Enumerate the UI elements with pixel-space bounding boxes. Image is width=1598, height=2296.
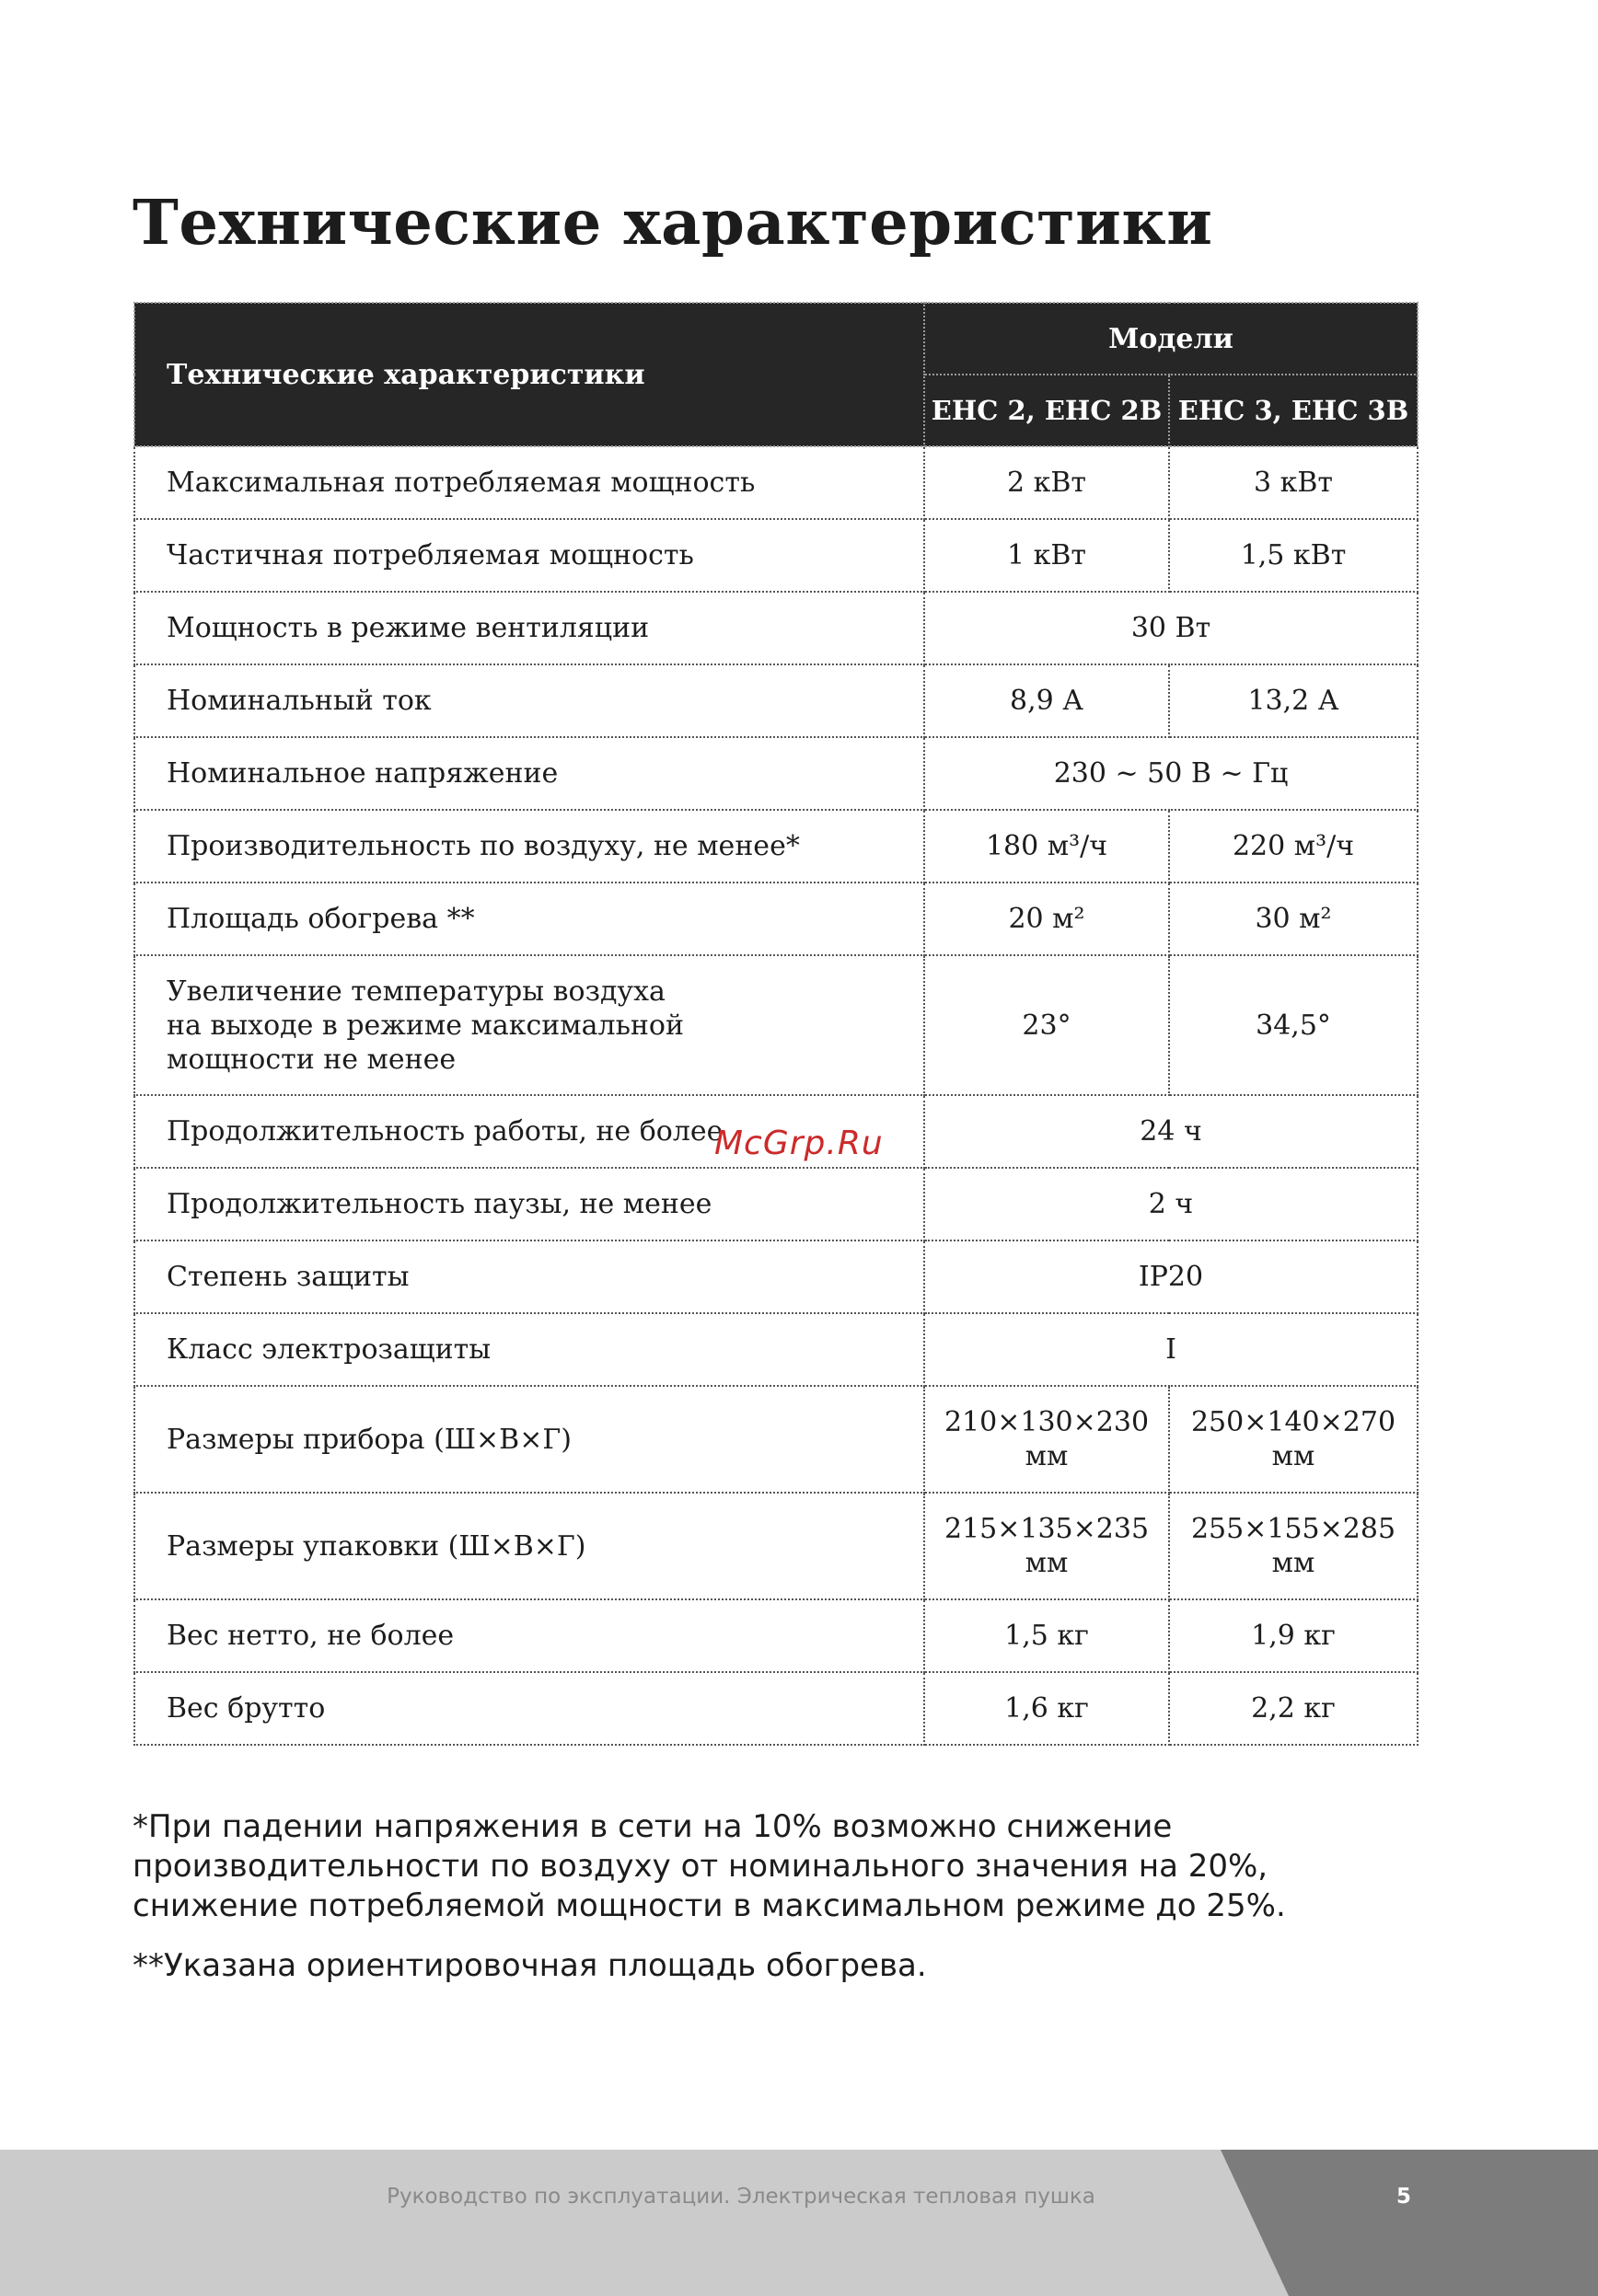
value-line: 255×155×285 [1190, 1513, 1396, 1545]
row-value-shared: 30 Вт [924, 592, 1418, 664]
row-label: Класс электрозащиты [134, 1313, 924, 1386]
footnote-line: снижение потребляемой мощности в максимальном режиме до 25%. [133, 1887, 1286, 1924]
row-value-model-1: 23° [924, 955, 1169, 1095]
value-line: 215×135×235 [944, 1513, 1150, 1545]
row-value-model-1: 1,5 кг [924, 1599, 1169, 1672]
value-line: мм [1271, 1440, 1315, 1472]
table-row [134, 810, 1418, 883]
row-value-model-2: 13,2 А [1169, 664, 1418, 737]
table-header-row [134, 303, 1418, 375]
page-title: Технические характеристики [133, 186, 1213, 259]
row-value-model-1: 1 кВт [924, 519, 1169, 592]
header-model-2: ЕНС 3, ЕНС 3В [1169, 375, 1418, 446]
table-row [134, 737, 1418, 810]
row-label [134, 955, 924, 1095]
page-number: 5 [1395, 2185, 1411, 2209]
row-value-model-2 [1169, 1386, 1418, 1493]
row-value-shared: I [924, 1313, 1418, 1386]
row-label: Максимальная потребляемая мощность [134, 446, 924, 519]
row-label: Продолжительность работы, не более [134, 1095, 924, 1168]
row-value-model-1: 2 кВт [924, 446, 1169, 519]
watermark: McGrp.Ru [714, 1125, 884, 1162]
row-value-model-2: 1,5 кВт [1169, 519, 1418, 592]
row-label: Производительность по воздуху, не менее* [134, 810, 924, 883]
row-label: Номинальный ток [134, 664, 924, 737]
table-row [134, 955, 1418, 1095]
value-line: мм [1025, 1440, 1069, 1472]
row-label: Вес нетто, не более [134, 1599, 924, 1672]
table-row [134, 664, 1418, 737]
row-value-shared: 2 ч [924, 1168, 1418, 1240]
table-row [134, 446, 1418, 519]
header-spec-label: Технические характеристики [134, 303, 924, 446]
table-row [134, 1386, 1418, 1493]
footnotes [133, 1807, 1440, 2006]
row-value-model-1 [924, 1493, 1169, 1599]
row-label: Размеры упаковки (Ш×В×Г) [134, 1493, 924, 1599]
footer-manual-title: Руководство по эксплуатации. Электрическая тепловая пушка [387, 2185, 1095, 2209]
row-label: Вес брутто [134, 1672, 924, 1745]
row-label-line: на выходе в режиме максимальной [167, 1009, 684, 1042]
row-label: Размеры прибора (Ш×В×Г) [134, 1386, 924, 1493]
value-line: мм [1271, 1547, 1315, 1579]
row-label: Мощность в режиме вентиляции [134, 592, 924, 664]
specs-table [133, 302, 1419, 1746]
table-row [134, 1313, 1418, 1386]
table-row [134, 519, 1418, 592]
row-label: Номинальное напряжение [134, 737, 924, 810]
footnote-line: производительности по воздуху от номинального значения на 20%, [133, 1848, 1268, 1885]
row-label-line: мощности не менее [167, 1043, 457, 1076]
footer-dark-wedge [0, 2150, 1598, 2296]
header-models-label: Модели [924, 303, 1418, 375]
footnote-2: **Указана ориентировочная площадь обогрева. [133, 1947, 927, 1984]
table-row [134, 1672, 1418, 1745]
row-label: Степень защиты [134, 1240, 924, 1313]
row-value-model-2 [1169, 1493, 1418, 1599]
row-value-model-1 [924, 1386, 1169, 1493]
row-value-model-1: 1,6 кг [924, 1672, 1169, 1745]
footer-wedge-shape [1221, 2150, 1598, 2296]
row-label: Продолжительность паузы, не менее [134, 1168, 924, 1240]
value-line: 250×140×270 [1190, 1406, 1396, 1438]
table-row [134, 1493, 1418, 1599]
footnote-line: *При падении напряжения в сети на 10% возможно снижение [133, 1808, 1173, 1845]
table-row [134, 883, 1418, 955]
table-row [134, 1168, 1418, 1240]
row-label-line: Увеличение температуры воздуха [167, 975, 666, 1008]
row-value-model-2: 1,9 кг [1169, 1599, 1418, 1672]
row-value-model-2: 30 м² [1169, 883, 1418, 955]
row-value-shared: 24 ч [924, 1095, 1418, 1168]
footnote-1 [133, 1807, 1440, 1926]
row-value-model-2: 2,2 кг [1169, 1672, 1418, 1745]
row-value-shared: 230 ~ 50 В ~ Гц [924, 737, 1418, 810]
table-row [134, 1240, 1418, 1313]
row-value-model-2: 220 м³/ч [1169, 810, 1418, 883]
table-row [134, 592, 1418, 664]
row-value-model-2: 34,5° [1169, 955, 1418, 1095]
row-label: Площадь обогрева ** [134, 883, 924, 955]
value-line: 210×130×230 [944, 1406, 1150, 1438]
table-row [134, 1599, 1418, 1672]
row-value-shared: IP20 [924, 1240, 1418, 1313]
row-value-model-2: 3 кВт [1169, 446, 1418, 519]
header-model-1: ЕНС 2, ЕНС 2В [924, 375, 1169, 446]
row-label: Частичная потребляемая мощность [134, 519, 924, 592]
value-line: мм [1025, 1547, 1069, 1579]
row-value-model-1: 8,9 А [924, 664, 1169, 737]
row-value-model-1: 20 м² [924, 883, 1169, 955]
row-value-model-1: 180 м³/ч [924, 810, 1169, 883]
